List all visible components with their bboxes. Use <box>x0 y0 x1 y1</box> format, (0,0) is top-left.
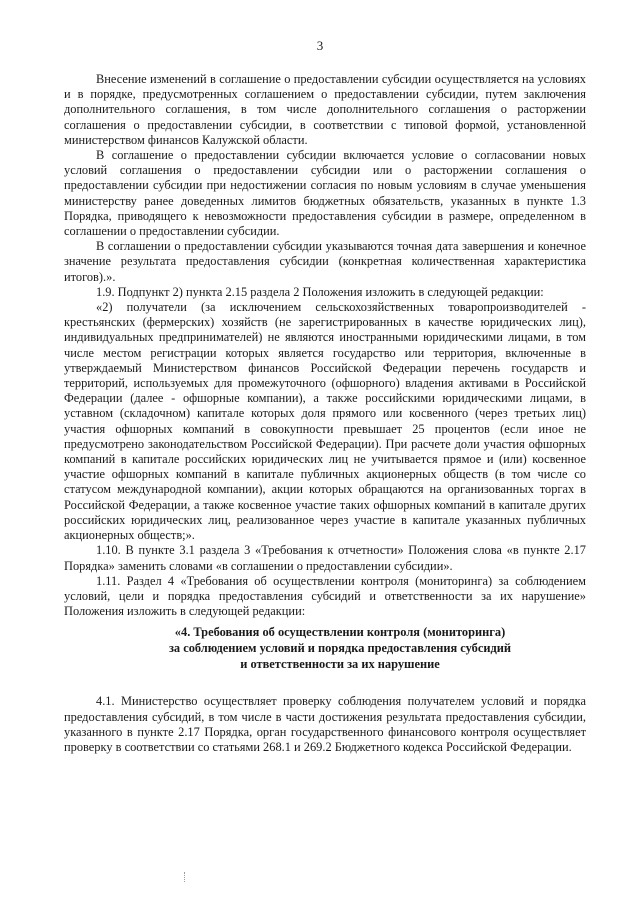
paragraph-4-1: 4.1. Министерство осуществляет проверку соблюдения получателем условий и порядка предоставления субсидий, в том числе в части достижения результата предоставления субсидии, указанного в пункте 2.17 Порядка, орган государственного финансового контроля осуществляет проверку в соответствии со статьями 268.1 и 269.2 Бюджетного кодекса Российской Федерации. <box>64 694 586 754</box>
section-4-title-line-3: и ответственности за их нарушение <box>240 657 440 672</box>
paragraph-item-1-9: 1.9. Подпункт 2) пункта 2.15 раздела 2 Положения изложить в следующей редакции: <box>96 284 544 299</box>
paragraph-amendment: Внесение изменений в соглашение о предоставлении субсидии осуществляется на условиях и в порядке, предусмотренных соглашением о предоставлении субсидии, путем заключения дополнительного соглашения, в том числе дополнительного соглашения о расторжении соглашения о предоставлении субсидии, в соответствии с типовой формой, установленной министерством финансов Калужской области. <box>64 72 586 147</box>
paragraph-item-1-10: 1.10. В пункте 3.1 раздела 3 «Требования к отчетности» Положения слова «в пункте 2.17 Порядка» заменить словами «в соглашении о предоставлении субсидии». <box>64 543 586 573</box>
paragraph-new-conditions: В соглашение о предоставлении субсидии включается условие о согласовании новых условий соглашения о предоставлении субсидии или о расторжении соглашения о предоставлении субсидии при недостижении согласия по новым условиям в случае уменьшения министерству ранее доведенных лимитов бюджетных обязательств, указанных в пункте 1.3 Порядка, приводящего к невозможности предоставления субсидии в размере, определенном в соглашении о предоставлении субсидии. <box>64 148 586 239</box>
document-body <box>64 72 586 755</box>
section-4-title-line-1: «4. Требования об осуществлении контроля (мониторинга) <box>174 625 506 640</box>
section-4-title <box>64 624 586 672</box>
paragraph-item-1-11: 1.11. Раздел 4 «Требования об осуществлении контроля (мониторинга) за соблюдением условий, цели и порядка предоставления субсидий и ответственности за их нарушение» Положения изложить в следующей редакции: <box>64 573 586 619</box>
section-4-title-line-2: за соблюдением условий и порядка предоставления субсидий <box>168 641 512 656</box>
paragraph-recipients-offshore: «2) получатели (за исключением сельскохозяйственных товаропроизводителей - крестьянских (фермерских) хозяйств (не зарегистрированных в качестве юридических лиц), индивидуальных предпринимателей) не являются иностранными юридическими лицами, в том числе местом регистрации которых является государство или территория, включенные в утверждаемый Министерством финансов Российской Федерации перечень государств и территорий, используемых для промежуточного (офшорного) владения активами в Российской Федерации (далее - офшорные компании), а также российскими юридическими лицами, в уставном (складочном) капитале которых доля прямого или косвенного (через третьих лиц) участия офшорных компаний в совокупности превышает 25 процентов (если иное не предусмотрено законодательством Российской Федерации). При расчете доли участия офшорных компаний в капитале российских юридических лиц не учитывается прямое и (или) косвенное участие офшорных компаний в капитале публичных акционерных обществ (в том числе со статусом международной компании), акции которых обращаются на организованных торгах в Российской Федерации, а также косвенное участие таких офшорных компаний в капитале других российских юридических лиц, реализованное через участие в капитале указанных публичных акционерных обществ;». <box>64 300 586 543</box>
scan-artifact <box>184 872 187 882</box>
paragraph-completion-date: В соглашении о предоставлении субсидии указываются точная дата завершения и конечное значение результата предоставления субсидии (конкретная количественная характеристика итогов).». <box>64 239 586 284</box>
page-number: 3 <box>316 38 324 53</box>
